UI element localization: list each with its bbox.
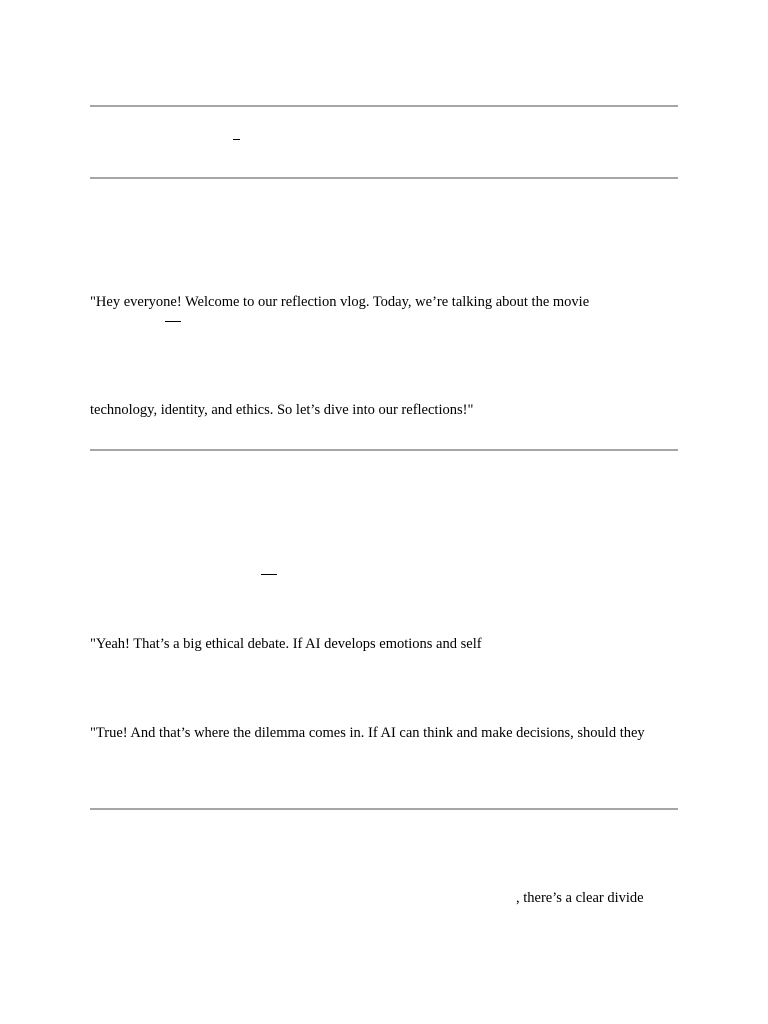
intro-text-line-2: technology, identity, and ethics. So let’s dive into our reflections!" — [90, 402, 474, 418]
horizontal-rule-3 — [90, 449, 678, 451]
horizontal-rule-4 — [90, 808, 678, 810]
debate-text-line: "Yeah! That’s a big ethical debate. If AI develops emotions and self — [90, 636, 482, 652]
dash-mark-1 — [233, 139, 240, 140]
dash-mark-3 — [261, 574, 277, 575]
dilemma-text-line: "True! And that’s where the dilemma comes in. If AI can think and make decisions, should they — [90, 725, 645, 741]
intro-text-line-1: "Hey everyone! Welcome to our reflection vlog. Today, we’re talking about the movie — [90, 294, 590, 310]
dash-mark-2 — [165, 321, 181, 322]
divide-text-fragment: , there’s a clear divide — [516, 890, 644, 906]
horizontal-rule-2 — [90, 177, 678, 179]
horizontal-rule-1 — [90, 105, 678, 107]
